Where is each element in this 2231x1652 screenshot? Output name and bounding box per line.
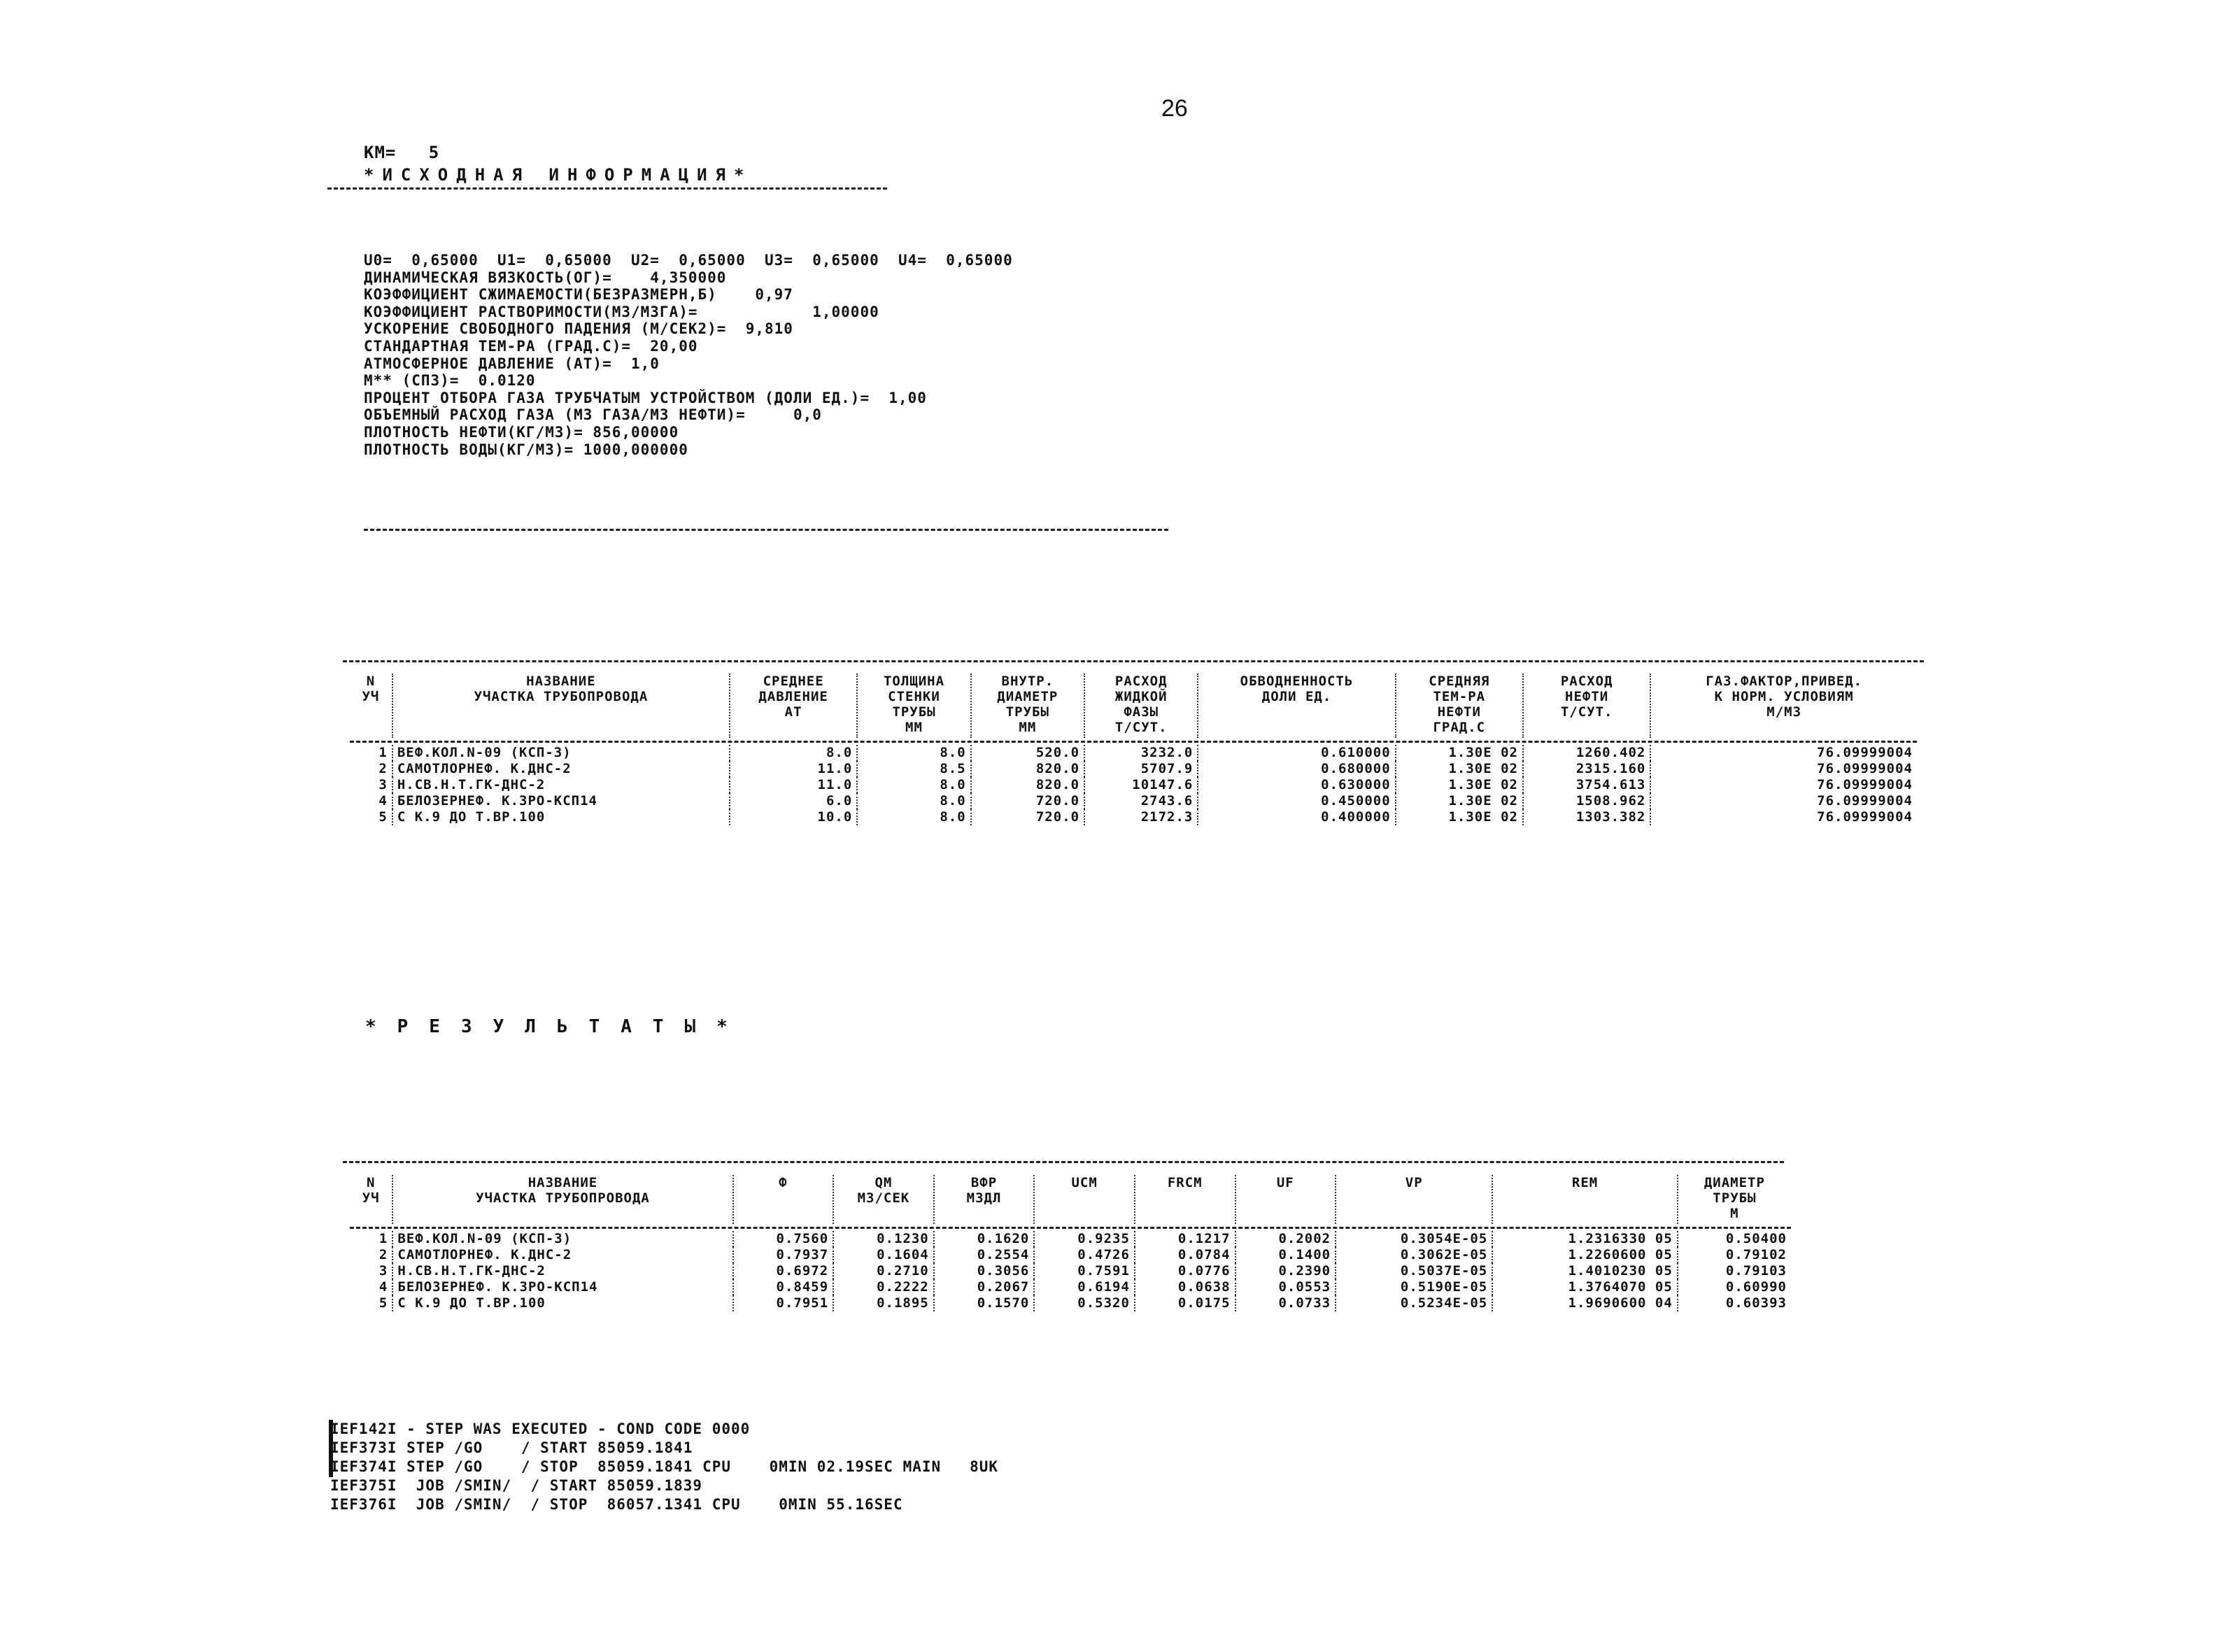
cell: 0.6194 <box>1034 1279 1135 1295</box>
cell: БЕЛОЗЕРНЕФ. К.ЗРО-КСП14 <box>392 1279 732 1295</box>
cell: 1.3764070 05 <box>1492 1279 1678 1295</box>
cell: 2172.3 <box>1084 809 1198 825</box>
cell: 2 <box>378 761 388 776</box>
table-row <box>350 1247 1791 1263</box>
cell: 0.0638 <box>1135 1279 1235 1295</box>
cell: 76.09999004 <box>1650 777 1917 793</box>
col-header: REМ <box>1492 1175 1678 1224</box>
cell: 8.5 <box>857 761 970 777</box>
cell: 5 <box>378 809 388 825</box>
cell: САМОТЛОРНЕФ. К.ДНС-2 <box>392 1247 732 1263</box>
cell: 0.0553 <box>1235 1279 1336 1295</box>
cell: 0.5037E-05 <box>1336 1263 1492 1279</box>
cell: 1.4010230 05 <box>1492 1263 1678 1279</box>
cell: 0.1217 <box>1135 1231 1235 1247</box>
source-info-title: *ИСХОДНАЯ ИНФОРМАЦИЯ* <box>364 165 753 185</box>
cell: 720.0 <box>971 809 1084 825</box>
cell: 0.8459 <box>733 1279 834 1295</box>
col-header: ВФР М3ДЛ <box>934 1175 1035 1224</box>
col-header: ТОЛЩИНА СТЕНКИ ТРУБЫ ММ <box>857 674 970 738</box>
parameters-block <box>364 252 1013 458</box>
param-line: КОЭФФИЦИЕНТ РАСТВОРИМОСТИ(М3/М3ГА)= 1,00000 <box>364 303 879 320</box>
table-row <box>350 745 1917 761</box>
cell: 0.610000 <box>1198 745 1395 761</box>
job-log <box>330 1420 998 1514</box>
cell: 0.3056 <box>934 1263 1035 1279</box>
col-header: UF <box>1235 1175 1336 1224</box>
cell: 10.0 <box>730 809 857 825</box>
cell: 0.9235 <box>1034 1231 1135 1247</box>
param-line: ОБЪЕМНЫЙ РАСХОД ГАЗА (М3 ГАЗА/М3 НЕФТИ)= 0,0 <box>364 406 822 424</box>
cell: 1508.962 <box>1523 793 1650 809</box>
cell: 5 <box>378 1295 388 1311</box>
cell: 76.09999004 <box>1650 745 1917 761</box>
cell: 0.50400 <box>1678 1231 1791 1247</box>
results-title: *РЕЗУЛЬТАТЫ* <box>365 1016 749 1037</box>
col-header: VР <box>1336 1175 1492 1224</box>
cell: 720.0 <box>971 793 1084 809</box>
cell: 0.60990 <box>1678 1279 1791 1295</box>
cell: 3754.613 <box>1523 777 1650 793</box>
log-line: IEF142I - STEP WAS EXECUTED - COND CODE 0000 <box>330 1420 751 1437</box>
cell: 1.30E 02 <box>1396 761 1523 777</box>
cell: 0.7591 <box>1034 1263 1135 1279</box>
table2-top-rule <box>343 1161 1784 1163</box>
cell: 5707.9 <box>1084 761 1198 777</box>
col-header: ВНУТР. ДИАМЕТР ТРУБЫ ММ <box>971 674 1084 738</box>
table-row <box>350 777 1917 793</box>
cell: 1 <box>378 1231 388 1246</box>
cell: 8.0 <box>857 809 970 825</box>
log-line: IEF376I JOB /SMIN/ / STOP 86057.1341 CPU 0MIN 55.16SEC <box>330 1496 903 1513</box>
param-line: УСКОРЕНИЕ СВОБОДНОГО ПАДЕНИЯ (М/СЕК2)= 9,810 <box>364 320 793 338</box>
cell: 1 <box>378 745 388 760</box>
cell: 3232.0 <box>1084 745 1198 761</box>
cell: 8.0 <box>857 777 970 793</box>
cell: 4 <box>378 1279 388 1295</box>
cell: 11.0 <box>730 777 857 793</box>
cell: 0.6972 <box>733 1263 834 1279</box>
cell: 0.1230 <box>833 1231 934 1247</box>
cell: Н.СВ.Н.Т.ГК-ДНС-2 <box>392 1263 732 1279</box>
col-header: НАЗВАНИЕ УЧАСТКА ТРУБОПРОВОДА <box>392 1175 732 1224</box>
col-header: НАЗВАНИЕ УЧАСТКА ТРУБОПРОВОДА <box>392 674 730 738</box>
table-row <box>350 1279 1791 1295</box>
cell: 0.2002 <box>1235 1231 1336 1247</box>
cell: 0.2710 <box>833 1263 934 1279</box>
col-header: FRСМ <box>1135 1175 1235 1224</box>
cell: 1.30E 02 <box>1396 777 1523 793</box>
cell: 1.2260600 05 <box>1492 1247 1678 1263</box>
cell: 4 <box>378 793 388 809</box>
cell: 520.0 <box>971 745 1084 761</box>
col-header: N УЧ <box>362 674 380 704</box>
cell: 0.2067 <box>934 1279 1035 1295</box>
cell: 10147.6 <box>1084 777 1198 793</box>
param-line: М** (СПЗ)= 0.0120 <box>364 372 536 390</box>
cell: ВЕФ.КОЛ.N-09 (КСП-3) <box>392 1231 732 1247</box>
cell: Н.СВ.Н.Т.ГК-ДНС-2 <box>392 777 730 793</box>
cell: БЕЛОЗЕРНЕФ. К.ЗРО-КСП14 <box>392 793 730 809</box>
cell: 0.5234E-05 <box>1336 1295 1492 1311</box>
cell: 6.0 <box>730 793 857 809</box>
cell: 820.0 <box>971 761 1084 777</box>
cell: ВЕФ.КОЛ.N-09 (КСП-3) <box>392 745 730 761</box>
results-table <box>350 1175 1791 1311</box>
col-header: UСМ <box>1034 1175 1135 1224</box>
cell: 1.9690600 04 <box>1492 1295 1678 1311</box>
col-header: ДИАМЕТР ТРУБЫ М <box>1678 1175 1791 1224</box>
cell: 1.30E 02 <box>1396 745 1523 761</box>
log-line: IEF375I JOB /SMIN/ / START 85059.1839 <box>330 1477 703 1494</box>
cell: 0.0784 <box>1135 1247 1235 1263</box>
cell: 3 <box>378 777 388 792</box>
cell: 820.0 <box>971 777 1084 793</box>
cell: 76.09999004 <box>1650 809 1917 825</box>
cell: 1260.402 <box>1523 745 1650 761</box>
log-line: IEF374I STEP /GO / STOP 85059.1841 CPU 0MIN 02.19SEC MAIN 8UK <box>330 1458 999 1475</box>
cell: 1.30E 02 <box>1396 793 1523 809</box>
page-number: 26 <box>1161 95 1188 122</box>
input-sections-table <box>350 674 1917 825</box>
cell: 1303.382 <box>1523 809 1650 825</box>
log-line: IEF373I STEP /GO / START 85059.1841 <box>330 1439 693 1456</box>
cell: 0.400000 <box>1198 809 1395 825</box>
cell: 0.7951 <box>733 1295 834 1311</box>
col-header: СРЕДНЯЯ ТЕМ-РА НЕФТИ ГРАД.С <box>1396 674 1523 738</box>
col-header: СРЕДНЕЕ ДАВЛЕНИЕ АТ <box>730 674 857 738</box>
table-row <box>350 793 1917 809</box>
cell: 0.2554 <box>934 1247 1035 1263</box>
cell: 0.60393 <box>1678 1295 1791 1311</box>
table-row <box>350 1231 1791 1247</box>
cell: С К.9 ДО Т.ВР.100 <box>392 1295 732 1311</box>
cell: 0.1570 <box>934 1295 1035 1311</box>
cell: САМОТЛОРНЕФ. К.ДНС-2 <box>392 761 730 777</box>
cell: 2743.6 <box>1084 793 1198 809</box>
cell: 0.630000 <box>1198 777 1395 793</box>
cell: 0.3054E-05 <box>1336 1231 1492 1247</box>
param-line: ПРОЦЕНТ ОТБОРА ГАЗА ТРУБЧАТЫМ УСТРОЙСТВОМ (ДОЛИ ЕД.)= 1,00 <box>364 389 927 406</box>
col-header: Ф <box>733 1175 834 1224</box>
cell: 0.0175 <box>1135 1295 1235 1311</box>
cell: 76.09999004 <box>1650 761 1917 777</box>
col-header: РАСХОД ЖИДКОЙ ФАЗЫ Т/СУТ. <box>1084 674 1198 738</box>
cell: 11.0 <box>730 761 857 777</box>
cell: 0.1620 <box>934 1231 1035 1247</box>
cell: 0.5190E-05 <box>1336 1279 1492 1295</box>
cell: 0.2390 <box>1235 1263 1336 1279</box>
param-line: U0= 0,65000 U1= 0,65000 U2= 0,65000 U3= 0,65000 U4= 0,65000 <box>364 252 1013 269</box>
cell: С К.9 ДО Т.ВР.100 <box>392 809 730 825</box>
col-header: РАСХОД НЕФТИ Т/СУТ. <box>1523 674 1650 738</box>
cell: 0.0776 <box>1135 1263 1235 1279</box>
cell: 0.79102 <box>1678 1247 1791 1263</box>
cell: 0.4726 <box>1034 1247 1135 1263</box>
cell: 0.3062E-05 <box>1336 1247 1492 1263</box>
param-line: АТМОСФЕРНОЕ ДАВЛЕНИЕ (АТ)= 1,0 <box>364 355 660 372</box>
cell: 0.680000 <box>1198 761 1395 777</box>
param-line: ПЛОТНОСТЬ НЕФТИ(КГ/М3)= 856,00000 <box>364 423 679 441</box>
table-row <box>350 761 1917 777</box>
cell: 1.2316330 05 <box>1492 1231 1678 1247</box>
cell: 3 <box>378 1263 388 1279</box>
cell: 2 <box>378 1247 388 1262</box>
cell: 8.0 <box>857 745 970 761</box>
col-header: QМ М3/СЕК <box>833 1175 934 1224</box>
cell: 0.1604 <box>833 1247 934 1263</box>
cell: 0.1895 <box>833 1295 934 1311</box>
cell: 0.450000 <box>1198 793 1395 809</box>
cell: 0.0733 <box>1235 1295 1336 1311</box>
param-line: ПЛОТНОСТЬ ВОДЫ(КГ/М3)= 1000,000000 <box>364 441 688 458</box>
params-rule <box>364 529 1168 531</box>
cell: 0.1400 <box>1235 1247 1336 1263</box>
table-row <box>350 1295 1791 1311</box>
cell: 8.0 <box>857 793 970 809</box>
cell: 0.5320 <box>1034 1295 1135 1311</box>
cell: 0.79103 <box>1678 1263 1791 1279</box>
cell: 1.30E 02 <box>1396 809 1523 825</box>
table1-top-rule <box>343 660 1924 662</box>
param-line: СТАНДАРТНАЯ ТЕМ-РА (ГРАД.С)= 20,00 <box>364 337 698 355</box>
cell: 2315.160 <box>1523 761 1650 777</box>
header-rule <box>327 187 887 190</box>
param-line: КОЭФФИЦИЕНТ СЖИМАЕМОСТИ(БЕЗРАЗМЕРН,Б) 0,97 <box>364 286 793 304</box>
table-row <box>350 1263 1791 1279</box>
km-line: КМ= 5 <box>364 143 440 162</box>
cell: 0.7937 <box>733 1247 834 1263</box>
param-line: ДИНАМИЧЕСКАЯ ВЯЗКОСТЬ(ОГ)= 4,350000 <box>364 269 727 286</box>
cell: 8.0 <box>730 745 857 761</box>
col-header: ГАЗ.ФАКТОР,ПРИВЕД. К НОРМ. УСЛОВИЯМ М/М3 <box>1650 674 1917 738</box>
table-row <box>350 809 1917 825</box>
cell: 0.7560 <box>733 1231 834 1247</box>
cell: 76.09999004 <box>1650 793 1917 809</box>
cell: 0.2222 <box>833 1279 934 1295</box>
col-header: ОБВОДНЕННОСТЬ ДОЛИ ЕД. <box>1198 674 1395 738</box>
col-header: N УЧ <box>362 1175 380 1206</box>
